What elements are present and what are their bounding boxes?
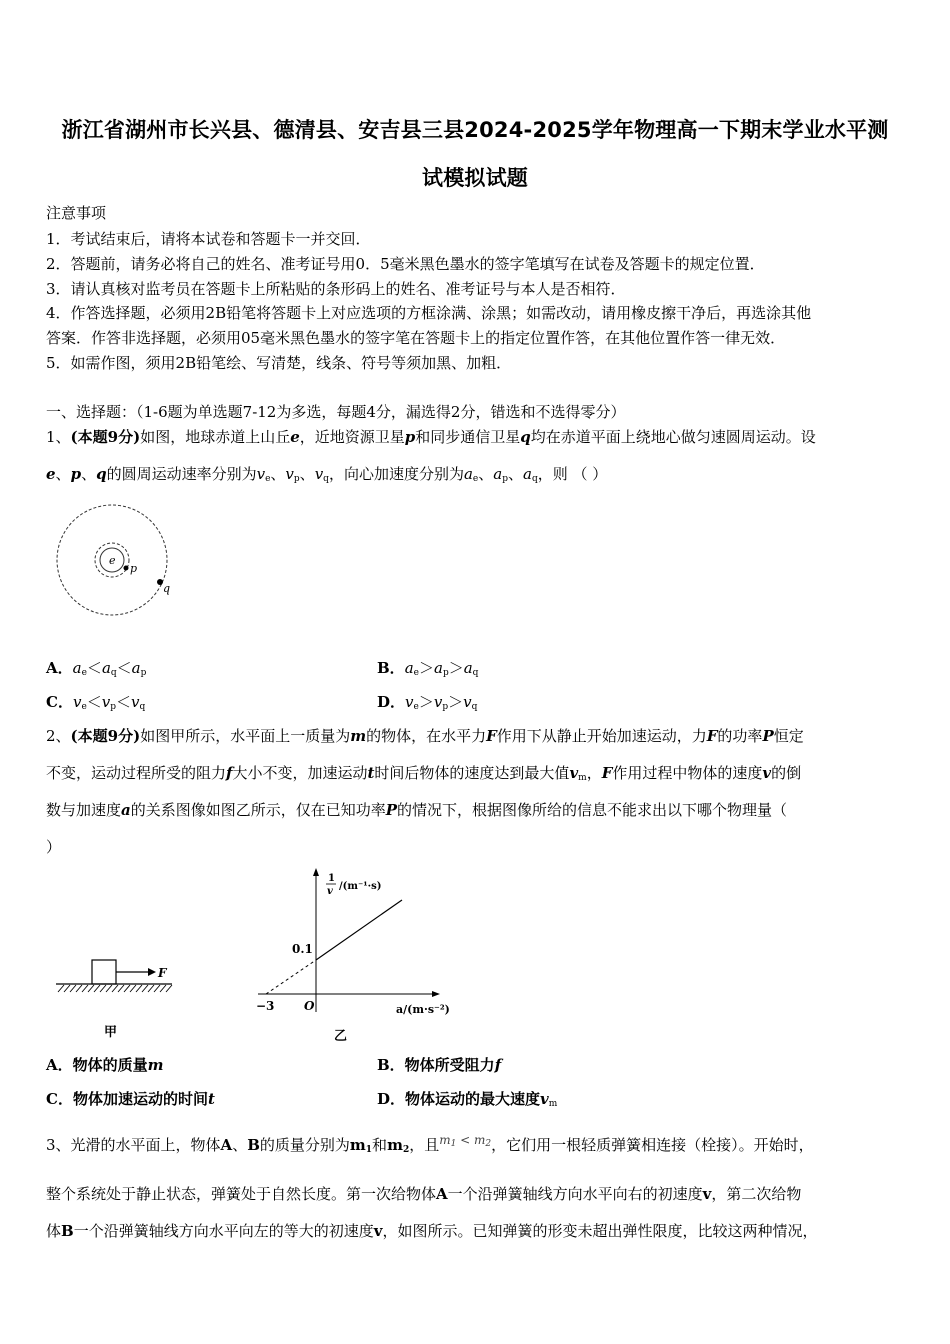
page-title-line2: 试模拟试题 xyxy=(422,166,528,190)
q2-line4: ） xyxy=(46,838,62,856)
q2-fig-origin: O xyxy=(304,999,315,1013)
page-title-line1: 浙江省湖州市长兴县、德清县、安吉县三县2024-2025学年物理高一下期末学业水平测 xyxy=(61,118,889,142)
q1-option-d[interactable]: D．$v_e>v_p>v_q$ xyxy=(377,693,478,712)
q1-fig-label-q: q xyxy=(163,582,171,595)
notice-item-4-cont: 答案．作答非选择题，必须用05毫米黑色墨水的签字笔在答题卡上的指定位置作答，在其他位置作答一律无效． xyxy=(46,329,786,347)
notice-heading: 注意事项 xyxy=(46,204,107,222)
notice-item-2: 2．答题前，请务必将自己的姓名、准考证号用0．5毫米黑色墨水的签字笔填写在试卷及答题卡的规定位置． xyxy=(46,255,765,273)
q2-fig-intercept: 0.1 xyxy=(292,942,313,956)
q2-line2: 不变，运动过程所受的阻力f大小不变，加速运动t时间后物体的速度达到最大值$v_m$，F作用过程中物体的速度v的倒 xyxy=(46,764,802,783)
q1-orbit-figure xyxy=(50,500,180,630)
q2-line1: 2、(本题9分)如图甲所示，水平面上一质量为m的物体，在水平力F作用下从静止开始加速运动，力F的功率P恒定 xyxy=(46,727,804,745)
q1-fig-label-e: e xyxy=(109,554,116,567)
notice-item-3: 3．请认真核对监考员在答题卡上所粘贴的条形码上的姓名、准考证号与本人是否相符． xyxy=(46,280,626,298)
q1-option-c[interactable]: C．$v_e<v_p<v_q$ xyxy=(46,693,146,712)
q3-line1: 3、光滑的水平面上，物体A、B的质量分别为$m_1$和$m_2$，且$^{m_1 < m_2}$，它们用一根轻质弹簧相连接（栓接）。开始时， xyxy=(46,1133,814,1155)
q2-option-a[interactable]: A．物体的质量m xyxy=(46,1056,164,1074)
q1-line2: e、p、q的圆周运动速率分别为$v_e$、$v_p$、$v_q$，向心加速度分别为$a_e$、$a_p$、$a_q$，则 （ ） xyxy=(46,465,608,484)
q1-option-b[interactable]: B．$a_e>a_p>a_q$ xyxy=(377,659,479,678)
q2-fig-xneg: −3 xyxy=(256,999,275,1013)
q2-fig-ylabel-den: v xyxy=(327,886,333,897)
notice-item-1: 1．考试结束后，请将本试卷和答题卡一并交回． xyxy=(46,230,371,248)
q3-line3: 体B一个沿弹簧轴线方向水平向左的等大的初速度v，如图所示。已知弹簧的形变未超出弹性限度，比较这两种情况， xyxy=(46,1222,818,1240)
q2-fig-label-F: F xyxy=(158,966,167,980)
q2-fig-ylabel-unit: /(m⁻¹·s) xyxy=(339,881,382,892)
q1-option-a[interactable]: A．$a_e<a_q<a_p$ xyxy=(46,659,147,678)
q2-fig-label-yi: 乙 xyxy=(334,1029,348,1044)
q3-line2: 整个系统处于静止状态，弹簧处于自然长度。第一次给物体A一个沿弹簧轴线方向水平向右的初速度v，第二次给物 xyxy=(46,1185,802,1203)
q1-line1: 1、(本题9分)如图，地球赤道上山丘e，近地资源卫星p和同步通信卫星q均在赤道平面上绕地心做匀速圆周运动。设 xyxy=(46,428,816,446)
q2-figure-yi xyxy=(250,862,460,1047)
q2-fig-ylabel-num: 1 xyxy=(328,873,335,884)
q2-option-b[interactable]: B．物体所受阻力f xyxy=(377,1056,502,1074)
notice-item-5: 5．如需作图，须用2B铅笔绘、写清楚，线条、符号等须加黑、加粗． xyxy=(46,354,512,372)
q2-option-d[interactable]: D．物体运动的最大速度$v_m$ xyxy=(377,1090,558,1109)
q1-fig-label-p: p xyxy=(130,562,138,575)
q2-option-c[interactable]: C．物体加速运动的时间t xyxy=(46,1090,215,1108)
notice-item-4: 4．作答选择题，必须用2B铅笔将答题卡上对应选项的方框涂满、涂黑；如需改动，请用橡皮擦干净后，再选涂其他 xyxy=(46,304,812,322)
q2-fig-label-jia: 甲 xyxy=(104,1025,118,1040)
q2-figure-jia xyxy=(52,950,182,1045)
q2-line3: 数与加速度a的关系图像如图乙所示，仅在已知功率P的情况下，根据图像所给的信息不能求出以下哪个物理量（ xyxy=(46,801,788,819)
q2-fig-xlabel: a/(m·s⁻²) xyxy=(396,1003,450,1016)
section-heading: 一、选择题：（1-6题为单选题7-12为多选，每题4分，漏选得2分，错选和不选得零分） xyxy=(46,403,626,421)
